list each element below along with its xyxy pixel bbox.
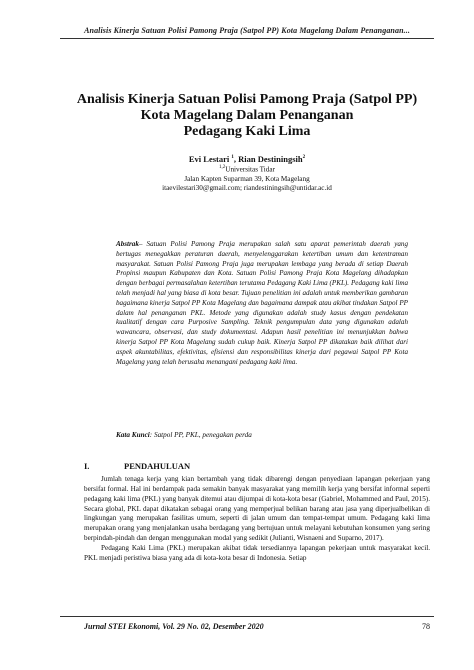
paper-title	[60, 92, 434, 140]
title-line-3: Pedagang Kaki Lima	[183, 124, 311, 139]
abstract-label: Abstrak	[116, 240, 139, 248]
author-2: Rian Destiningsih	[238, 153, 303, 164]
journal-citation: Jurnal STEI Ekonomi, Vol. 29 No. 02, Desember 2020	[84, 622, 264, 631]
affiliation-address: Jalan Kapten Suparman 39, Kota Magelang	[184, 174, 310, 183]
running-head: Analisis Kinerja Satuan Polisi Pamong Praja (Satpol PP) Kota Magelang Dalam Penanganan...	[84, 26, 410, 35]
title-line-2: Kota Magelang Dalam Penanganan	[140, 108, 354, 123]
affiliation-emails: itaevilestari30@gmail.com; riandestiningsih@untidar.ac.id	[162, 184, 332, 193]
affiliation-institution: Universitas Tidar	[225, 165, 275, 174]
abstract	[116, 240, 408, 367]
paragraph-2: Pedagang Kaki Lima (PKL) merupakan akibat tidak tersediannya lapangan pekerjaan untuk masyarakat kecil. PKL menjadi peristiwa biasa yang ada di kota-kota besar di Indonesia. Setiap	[84, 543, 430, 562]
section-title: PENDAHULUAN	[124, 461, 191, 471]
affiliation-marker: 1,2	[219, 165, 226, 170]
section-number: I.	[84, 461, 90, 471]
section-heading	[84, 461, 190, 471]
keywords-label: Kata Kunci	[116, 431, 150, 439]
author-1-marker: 1	[231, 155, 234, 160]
keywords-colon: :	[149, 431, 154, 439]
abstract-text: Satuan Polisi Pamong Praja merupakan salah satu aparat pemerintah daerah yang bertugas menegakkan peraturan daerah, menyelenggarakan ketertiban umum dan ketentraman masyarakat. Satuan Polisi Pamong Praja juga merupakan lembaga yang berada di setiap Daerah Propinsi maupun Kabupaten dan Kota. Satuan Polisi Pamong Praja Kota Magelang dihadapkan dengan berbagai permasalahan ketertiban terutama Pedagang Kaki Lima (PKL). Pedagang kaki lima telah menjadi hal yang biasa di kota besar. Tujuan penelitian ini adalah untuk memberikan gambaran bagaimana kinerja Satpol PP Kota Magelang dan bagaimana dampak atau akibat tindakan Satpol PP dalam hal penanganan PKL. Metode yang digunakan adalah study kasus dengan pendekatan kualitatif dengan cara Purposive Sampling. Teknik pengumpulan data yang digunakan adalah wawancara, observasi, dan study dokumentasi. Adapun hasil penelitian ini menunjukkan bahwa kinerja Satpol PP Kota Magelang sudah cukup baik. Kinerja Satpol PP dikatakan baik dilihat dari aspek akuntabilitas, efektivitas, efisiensi dan responsibilitas kinerja dari pegawai Satpol PP Kota Magelang yang telah berusaha menangani pedagang kaki lima.	[116, 240, 408, 366]
header-rule	[60, 38, 434, 39]
author-2-marker: 2	[302, 155, 306, 160]
affiliation	[60, 163, 434, 194]
abstract-dash: –	[138, 240, 147, 248]
body-text	[84, 475, 430, 564]
keywords-text: Satpol PP, PKL, penegakan perda	[153, 431, 252, 439]
page-number: 78	[422, 622, 430, 631]
footer-rule	[60, 616, 434, 617]
title-line-1: Analisis Kinerja Satuan Polisi Pamong Praja (Satpol PP)	[76, 92, 418, 107]
author-1: Evi Lestari	[188, 153, 230, 164]
paragraph-1: Jumlah tenaga kerja yang kian bertambah yang tidak dibarengi dengan penyediaan lapangan pekerjaan yang bersifat formal. Hal ini berdampak pada semakin banyak masyarakat yang memilih kerja yang bersifat informal seperti pedagang kaki lima (PKL) yang banyak ditemui atau dijumpai di kota-kota besar (Gabriel, Mohammed and Paul, 2015). Secara global, PKL dapat dikatakan sebagai orang yang memperjual belikan barang atau jasa yang diperjualbelikan di lingkungan yang merupakan fasilitas umum, seperti di jalan umum dan tempat-tempat umum. Pedagang kaki lima merupakan orang yang menjalankan usaha berdagang yang bertujuan untuk melayani kebutuhan konsumen yang sering berpindah-pindah dan dengan menggunakan modal yang sedikit (Julianti, Wisnaeni and Suparno, 2017).	[84, 475, 430, 543]
keywords	[116, 431, 408, 441]
author-separator: ,	[233, 153, 239, 164]
